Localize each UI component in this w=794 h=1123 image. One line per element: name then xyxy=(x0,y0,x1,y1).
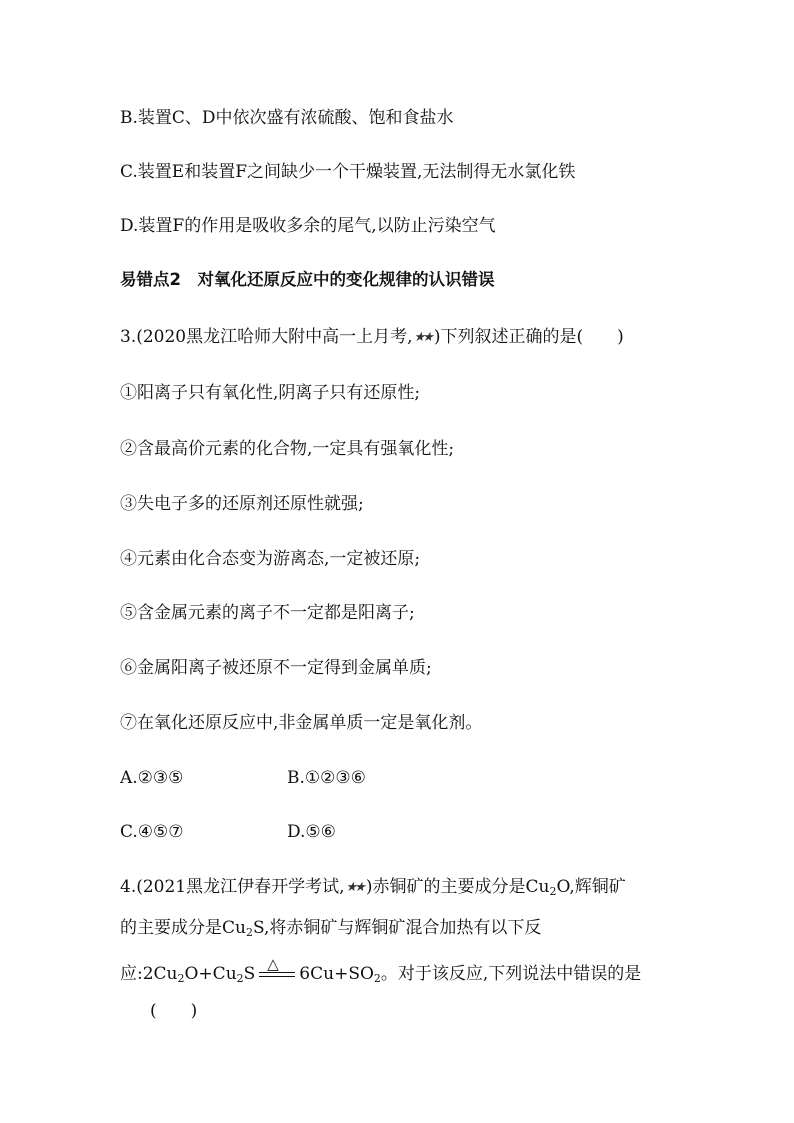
q3-option-a: A.②③⑤ xyxy=(120,768,184,788)
q3-option-b: B.①②③⑥ xyxy=(287,768,366,788)
q4-text: )赤铜矿的主要成分是Cu xyxy=(365,877,550,897)
q4-text: 应:2Cu xyxy=(120,964,178,984)
difficulty-stars-icon: ★★ xyxy=(413,330,431,345)
statement-4: ④元素由化合态变为游离态,一定被还原; xyxy=(120,549,421,569)
statement-1: ①阳离子只有氧化性,阴离子只有还原性; xyxy=(120,383,421,403)
section-heading: 易错点2 对氧化还原反应中的变化规律的认识错误 xyxy=(120,270,495,289)
question-4-line-1 xyxy=(120,875,626,900)
option-d-prev: D.装置F的作用是吸收多余的尾气,以防止污染空气 xyxy=(120,216,496,236)
q3-option-d: D.⑤⑥ xyxy=(287,822,336,842)
q4-text: 的主要成分是Cu xyxy=(120,918,246,938)
subscript: 2 xyxy=(245,926,253,939)
q4-text: 6Cu+SO xyxy=(299,964,374,984)
statement-5: ⑤含金属元素的离子不一定都是阳离子; xyxy=(120,603,415,623)
statement-3: ③失电子多的还原剂还原性就强; xyxy=(120,494,364,514)
q4-text: S xyxy=(243,964,256,984)
q3-option-c: C.④⑤⑦ xyxy=(120,822,184,842)
question-3-stem xyxy=(120,325,624,350)
q4-text: 。对于该反应,下列说法中错误的是 xyxy=(380,964,642,984)
statement-6: ⑥金属阳离子被还原不一定得到金属单质; xyxy=(120,658,432,678)
q4-text: O+Cu xyxy=(184,964,237,984)
subscript: 2 xyxy=(236,972,244,985)
subscript: 2 xyxy=(177,972,185,985)
option-b-prev: B.装置C、D中依次盛有浓硫酸、饱和食盐水 xyxy=(120,108,454,128)
question-4-answer-bracket: ( ) xyxy=(150,1001,198,1021)
subscript: 2 xyxy=(549,885,557,898)
question-3-stem-tail: )下列叙述正确的是( ) xyxy=(433,327,624,347)
heat-triangle-icon: △ xyxy=(267,955,279,973)
option-c-prev: C.装置E和装置F之间缺少一个干燥装置,无法制得无水氯化铁 xyxy=(120,162,576,182)
q4-text: S,将赤铜矿与辉铜矿混合加热有以下反 xyxy=(252,918,542,938)
subscript: 2 xyxy=(373,972,381,985)
question-4-line-2 xyxy=(120,916,541,940)
statement-7: ⑦在氧化还原反应中,非金属单质一定是氧化剂。 xyxy=(120,713,483,733)
heat-reaction-arrow-icon xyxy=(259,955,295,986)
statement-2: ②含最高价元素的化合物,一定具有强氧化性; xyxy=(120,439,455,459)
question-3-source: 3.(2020黑龙江哈师大附中高一上月考, xyxy=(120,327,413,347)
difficulty-stars-icon: ★★ xyxy=(345,880,363,895)
q4-text: O,辉铜矿 xyxy=(556,877,626,897)
question-4-equation-line xyxy=(120,955,642,986)
question-4-source: 4.(2021黑龙江伊春开学考试, xyxy=(120,877,345,897)
